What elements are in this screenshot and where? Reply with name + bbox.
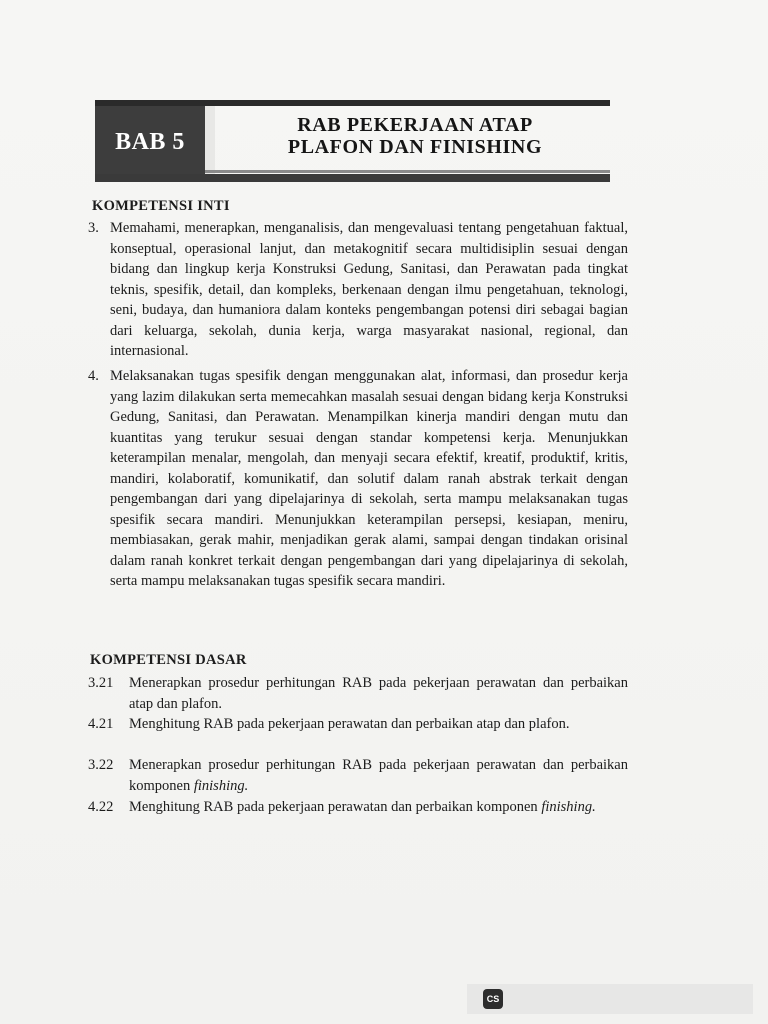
banner-inner-rule xyxy=(205,170,610,173)
scanner-watermark xyxy=(467,984,753,1014)
item-text: Menghitung RAB pada pekerjaan perawatan dan perbaikan komponen finishing. xyxy=(129,799,596,815)
kompetensi-inti-item xyxy=(88,366,628,592)
chapter-label: BAB 5 xyxy=(95,106,205,178)
camscanner-logo-icon: CS xyxy=(483,989,503,1009)
kompetensi-dasar-item xyxy=(88,714,628,735)
item-number: 4. xyxy=(88,368,99,384)
banner-divider xyxy=(205,106,215,174)
item-number: 3. xyxy=(88,220,99,236)
item-text: Memahami, menerapkan, menganalisis, dan mengevaluasi tentang pengetahuan faktual, konseptual, operasional lanjut, dan metakognitif secara multidisiplin sesuai dengan bidang dan lingkup kerja Konstruksi Gedung, Sanitasi, dan Perawatan pada tingkat teknis, spesifik, detail, dan kompleks, berkenaan dengan ilmu pengetahuan, teknologi, seni, budaya, dan humaniora dalam konteks pengembangan potensi diri sebagai bagian dari keluarga, sekolah, dunia kerja, warga masyarakat nasional, regional, dan internasional. xyxy=(110,220,628,359)
item-number: 4.22 xyxy=(88,799,114,815)
chapter-banner xyxy=(95,100,610,182)
chapter-title xyxy=(235,114,595,158)
banner-bottom-rule xyxy=(95,174,610,182)
item-text: Menerapkan prosedur perhitungan RAB pada pekerjaan perawatan dan perbaikan atap dan plafon. xyxy=(129,675,628,712)
kompetensi-dasar-item xyxy=(88,797,628,818)
kompetensi-dasar-heading: KOMPETENSI DASAR xyxy=(90,652,247,668)
item-text: Melaksanakan tugas spesifik dengan menggunakan alat, informasi, dan prosedur kerja yang lazim dilakukan serta memecahkan masalah sesuai dengan bidang kerja Konstruksi Gedung, Sanitasi, dan Perawatan. Menampilkan kinerja mandiri dengan mutu dan kuantitas yang terukur sesuai dengan standar kompetensi kerja. Menunjukkan keterampilan menalar, mengolah, dan menyaji secara efektif, kreatif, produktif, kritis, mandiri, kolaboratif, komunikatif, dan solutif dalam ranah abstrak terkait dengan pengembangan dari yang dipelajarinya di sekolah, serta mampu melaksanakan tugas spesifik secara mandiri. Menunjukkan keterampilan persepsi, kesiapan, meniru, membiasakan, gerak mahir, menjadikan gerak alami, sampai dengan tindakan orisinal dalam ranah konkret terkait dengan pengembangan dari yang dipelajarinya di sekolah, serta mampu melaksanakan tugas spesifik secara mandiri. xyxy=(110,368,628,589)
item-number: 4.21 xyxy=(88,716,114,732)
kompetensi-dasar-item xyxy=(88,673,628,714)
item-text: Menghitung RAB pada pekerjaan perawatan dan perbaikan atap dan plafon. xyxy=(129,716,570,732)
kompetensi-dasar-item xyxy=(88,755,628,796)
item-number: 3.22 xyxy=(88,757,114,773)
chapter-title-line-1: RAB PEKERJAAN ATAP xyxy=(297,114,533,136)
kompetensi-inti-item xyxy=(88,218,628,362)
kompetensi-inti-heading: KOMPETENSI INTI xyxy=(92,198,230,214)
chapter-title-line-2: PLAFON DAN FINISHING xyxy=(287,136,543,158)
item-number: 3.21 xyxy=(88,675,114,691)
item-text: Menerapkan prosedur perhitungan RAB pada pekerjaan perawatan dan perbaikan komponen finishing. xyxy=(129,757,628,794)
